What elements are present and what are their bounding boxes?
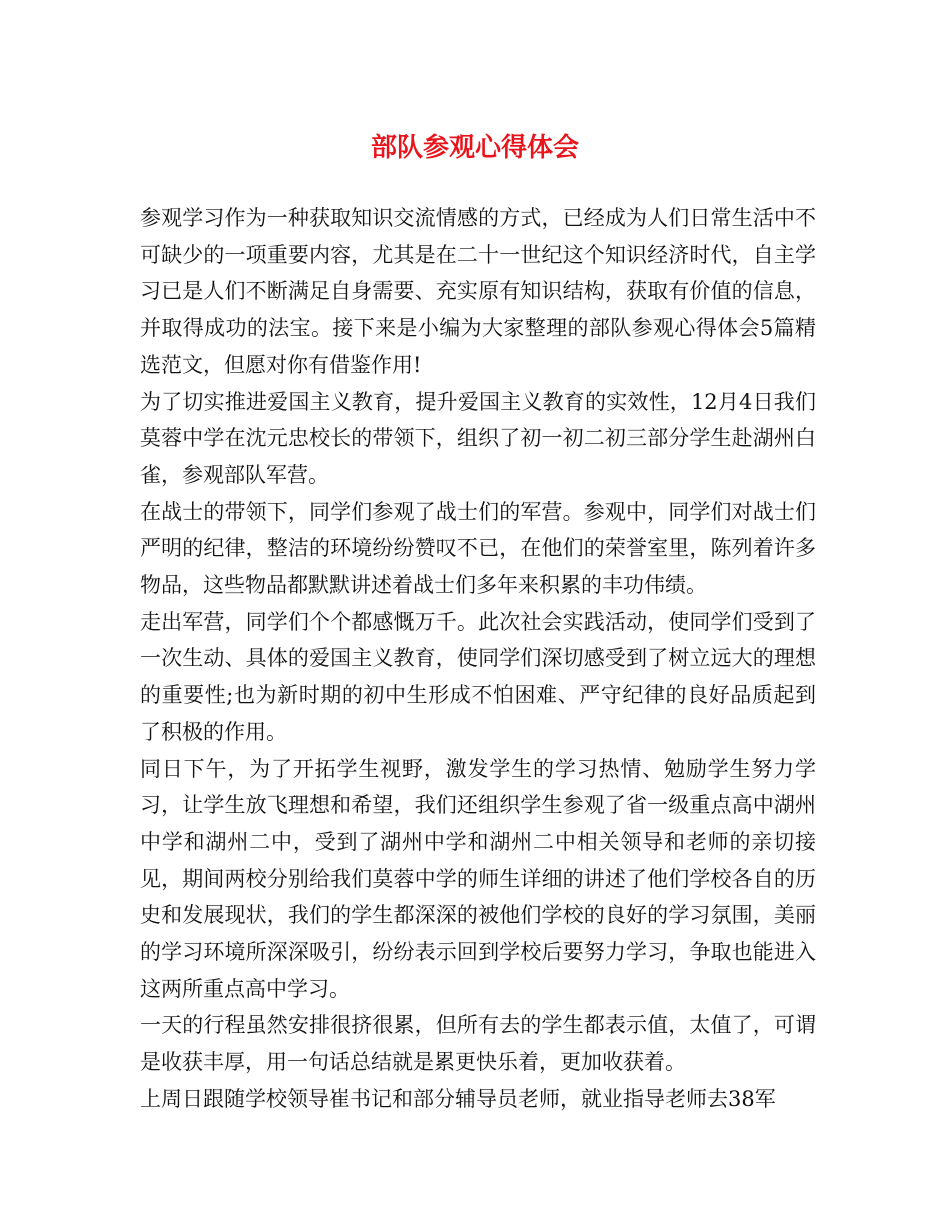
paragraph: 走出军营，同学们个个都感慨万千。此次社会实践活动，使同学们受到了一次生动、具体的爱国主义教育，使同学们深切感受到了树立远大的理想的重要性;也为新时期的初中生形成不怕困难、严守纪律的良好品质起到了积极的作用。 xyxy=(140,609,816,744)
paragraph: 同日下午，为了开拓学生视野，激发学生的学习热情、勉励学生努力学习，让学生放飞理想和希望，我们还组织学生参观了省一级重点高中湖州中学和湖州二中，受到了湖州中学和湖州二中相关领导和老师的亲切接见，期间两校分别给我们莫蓉中学的师生详细的讲述了他们学校各自的历史和发展现状，我们的学生都深深的被他们学校的良好的学习氛围，美丽的学习环境所深深吸引，纷纷表示回到学校后要努力学习，争取也能进入这两所重点高中学习。 xyxy=(140,756,816,1001)
paragraph: 在战士的带领下，同学们参观了战士们的军营。参观中，同学们对战士们严明的纪律，整洁的环境纷纷赞叹不已，在他们的荣誉室里，陈列着许多物品，这些物品都默默讲述着战士们多年来积累的丰功伟绩。 xyxy=(140,499,816,598)
paragraph: 为了切实推进爱国主义教育，提升爱国主义教育的实效性，12月4日我们莫蓉中学在沈元忠校长的带领下，组织了初一初二初三部分学生赴湖州白雀，参观部队军营。 xyxy=(140,389,816,487)
paragraph: 一天的行程虽然安排很挤很累，但所有去的学生都表示值，太值了，可谓是收获丰厚，用一句话总结就是累更快乐着，更加收获着。 xyxy=(140,1013,816,1075)
document-body xyxy=(140,200,816,1118)
paragraph: 参观学习作为一种获取知识交流情感的方式，已经成为人们日常生活中不可缺少的一项重要内容，尤其是在二十一世纪这个知识经济时代，自主学习已是人们不断满足自身需要、充实原有知识结构，获取有价值的信息，并取得成功的法宝。接下来是小编为大家整理的部队参观心得体会5篇精选范文，但愿对你有借鉴作用! xyxy=(140,206,816,377)
paragraph: 上周日跟随学校领导崔书记和部分辅导员老师，就业指导老师去38军 xyxy=(140,1086,776,1111)
document-title: 部队参观心得体会 xyxy=(370,133,579,163)
